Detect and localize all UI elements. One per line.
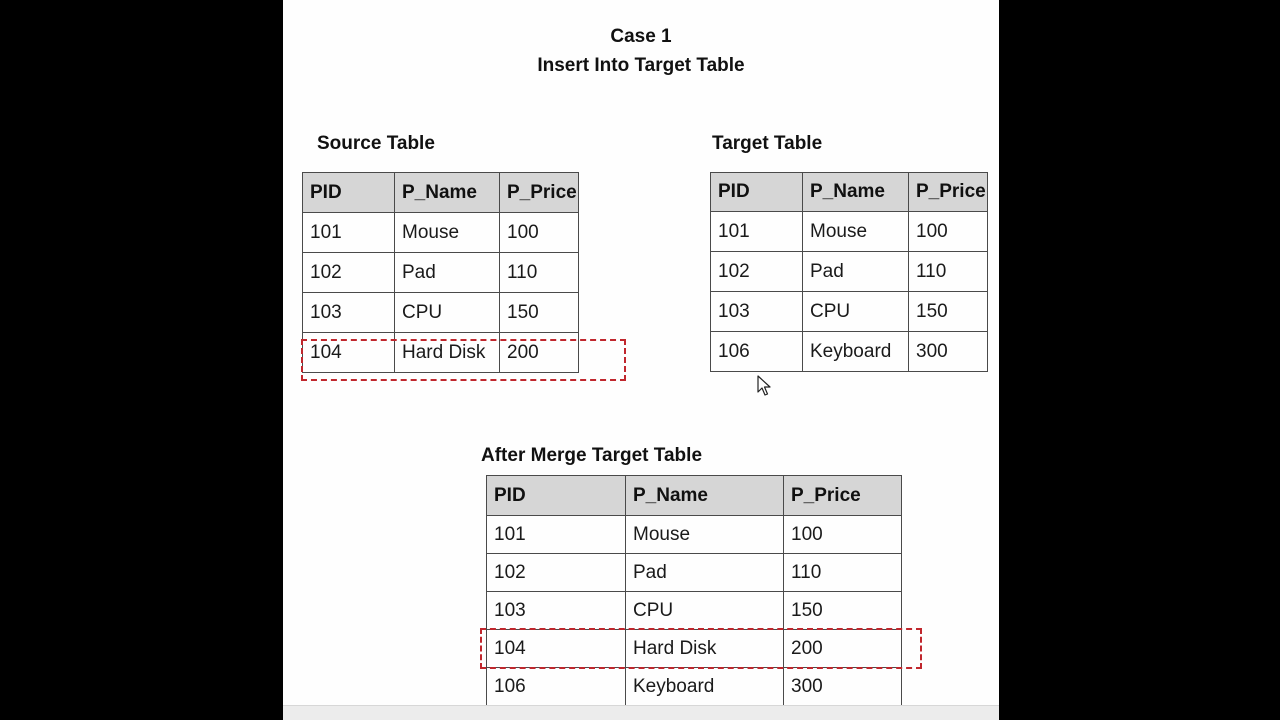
- source-header-pname: P_Name: [395, 173, 500, 213]
- merged-table-caption: After Merge Target Table: [481, 445, 703, 466]
- cell-pprice: 300: [784, 668, 902, 706]
- cell-pid: 103: [711, 292, 803, 332]
- cell-pprice: 110: [784, 554, 902, 592]
- bottom-strip: [283, 705, 999, 720]
- cell-pid: 106: [711, 332, 803, 372]
- source-table-caption: Source Table: [317, 133, 435, 154]
- cell-pprice: 300: [909, 332, 988, 372]
- source-table: [302, 172, 579, 373]
- table-row: [303, 213, 579, 253]
- mouse-pointer-icon: [757, 375, 771, 397]
- cell-pid: 102: [711, 252, 803, 292]
- table-row: [711, 212, 988, 252]
- cell-pname: Hard Disk: [395, 333, 500, 373]
- table-row: [711, 292, 988, 332]
- cell-pprice: 150: [784, 592, 902, 630]
- cell-pid: 101: [303, 213, 395, 253]
- merged-table-header-row: [487, 476, 902, 516]
- cell-pprice: 110: [909, 252, 988, 292]
- target-table: [710, 172, 988, 372]
- cell-pname: CPU: [395, 293, 500, 333]
- cell-pname: Mouse: [626, 516, 784, 554]
- merged-header-pprice: P_Price: [784, 476, 902, 516]
- cell-pname: Pad: [395, 253, 500, 293]
- cell-pname: Keyboard: [626, 668, 784, 706]
- source-header-pprice: P_Price: [500, 173, 579, 213]
- target-header-pid: PID: [711, 173, 803, 212]
- cell-pname: Pad: [803, 252, 909, 292]
- cell-pprice: 150: [909, 292, 988, 332]
- cell-pid: 102: [487, 554, 626, 592]
- table-row: [711, 332, 988, 372]
- cell-pname: Mouse: [395, 213, 500, 253]
- table-row: [303, 293, 579, 333]
- cell-pid: 104: [303, 333, 395, 373]
- merged-header-pid: PID: [487, 476, 626, 516]
- cell-pid: 101: [711, 212, 803, 252]
- target-header-pname: P_Name: [803, 173, 909, 212]
- table-row: [487, 516, 902, 554]
- target-table-caption: Target Table: [712, 133, 823, 154]
- case-title: Case 1: [610, 26, 672, 47]
- table-row: [711, 252, 988, 292]
- cell-pid: 103: [487, 592, 626, 630]
- cell-pid: 104: [487, 630, 626, 668]
- cell-pprice: 100: [909, 212, 988, 252]
- table-row: [487, 668, 902, 706]
- cell-pname: Hard Disk: [626, 630, 784, 668]
- cell-pname: CPU: [626, 592, 784, 630]
- cell-pprice: 110: [500, 253, 579, 293]
- cell-pprice: 100: [500, 213, 579, 253]
- cell-pid: 106: [487, 668, 626, 706]
- source-header-pid: PID: [303, 173, 395, 213]
- cell-pid: 103: [303, 293, 395, 333]
- cell-pprice: 200: [784, 630, 902, 668]
- target-table-header-row: [711, 173, 988, 212]
- merged-header-pname: P_Name: [626, 476, 784, 516]
- table-row: [303, 333, 579, 373]
- case-subtitle: Insert Into Target Table: [537, 55, 745, 76]
- cell-pprice: 150: [500, 293, 579, 333]
- cell-pname: Pad: [626, 554, 784, 592]
- table-row: [487, 592, 902, 630]
- table-row: [303, 253, 579, 293]
- source-table-header-row: [303, 173, 579, 213]
- table-row: [487, 630, 902, 668]
- merged-table: [486, 475, 902, 706]
- table-row: [487, 554, 902, 592]
- cell-pname: Mouse: [803, 212, 909, 252]
- cell-pprice: 200: [500, 333, 579, 373]
- target-header-pprice: P_Price: [909, 173, 988, 212]
- cell-pid: 102: [303, 253, 395, 293]
- cell-pid: 101: [487, 516, 626, 554]
- cell-pname: Keyboard: [803, 332, 909, 372]
- cell-pname: CPU: [803, 292, 909, 332]
- cell-pprice: 100: [784, 516, 902, 554]
- slide: [283, 0, 999, 720]
